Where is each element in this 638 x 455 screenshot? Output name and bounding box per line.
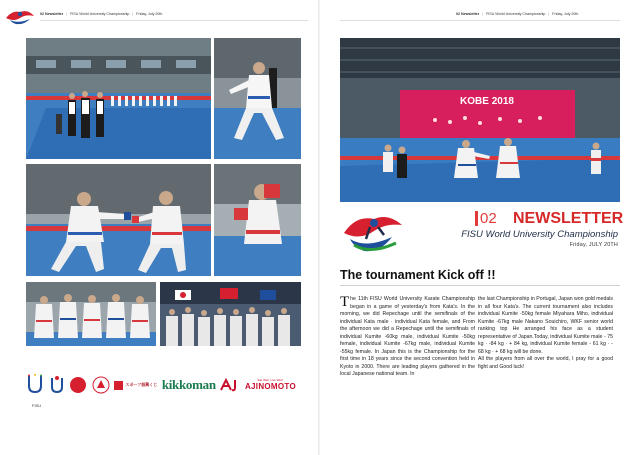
sports-lottery-icon	[114, 381, 123, 390]
sports-lottery-label: スポーツ振興くじ	[125, 382, 158, 387]
sponsor-university-sport	[49, 375, 65, 395]
fisu-karate-logo-icon	[4, 6, 36, 26]
article-column-1	[340, 296, 475, 379]
photo-athlete-lineup	[26, 38, 211, 159]
sponsor-rising-sun	[69, 376, 87, 394]
sponsor-karate-federation	[92, 376, 110, 394]
kobe-banner-text: KOBE 2018	[460, 96, 514, 107]
issue-bar	[475, 211, 478, 226]
karate-federation-icon	[92, 376, 110, 394]
header-championship: FISU World University Championship	[486, 12, 546, 16]
photo-kobe-arena	[340, 38, 620, 202]
header-rule	[40, 20, 308, 21]
karate-championship-emblem-icon	[340, 205, 406, 257]
article-text-col1: he 11th FISU World University Karate Championship began in a game of yesterday's from Kata's. In the morning, we did Repechage until the semifinals of the individual Kata male · individual Kata female, and From the afternoon we did a Repechage until the semifinals of individual Kumite -60kg male, individual Kumite -50kg female, individual Kumite -67kg male, individual Kumite -55kg female. In Japan this is the Championship for the first time in 18 years since the second convention held in Kyoto in 2000. There are leading players gathered in the local Japanese national team. In	[340, 296, 475, 378]
header-newsletter-label: 02 Newsletter	[40, 12, 64, 16]
sponsor-kikkoman	[162, 377, 216, 393]
page-header-left: 02 Newsletter | FISU World University Championship | Friday, July 20th	[40, 12, 163, 16]
header-date: Friday, July 20th	[136, 12, 163, 16]
aj-logo-icon	[220, 378, 240, 392]
sponsor-ajinomoto	[245, 379, 296, 391]
fisu-u-icon	[26, 374, 44, 396]
article-headline: The tournament Kick off !!	[340, 268, 496, 282]
sponsor-aj	[220, 378, 240, 392]
photo-kumite-female	[214, 164, 301, 276]
sponsor-fisu	[26, 374, 44, 396]
issue-number-text: 02	[480, 210, 497, 227]
newsletter-subtitle: FISU World University Championship	[461, 229, 618, 240]
article-column-2	[478, 296, 613, 371]
header-championship: FISU World University Championship	[70, 12, 130, 16]
headline-rule	[340, 285, 620, 286]
left-page	[0, 0, 318, 455]
newsletter-title: NEWSLETTER	[513, 210, 624, 227]
page-header-right: 02 Newsletter | FISU World University Championship | Friday, July 20th	[456, 12, 579, 16]
issue-number	[475, 210, 497, 227]
header-newsletter-label: 02 Newsletter	[456, 12, 480, 16]
article-text-col2b: All the players from all over the world, I pray for a good fight and Good luck!	[478, 356, 613, 370]
red-circle-logo-icon	[69, 376, 87, 394]
newsletter-date: Friday, JULY 20TH	[569, 242, 618, 248]
photo-crowd-flags	[160, 282, 301, 346]
article-text-col2a: the last Championship in Portugal, Japan won gold medals in all four Kata's. The current tournament also includes individual Kumite -50kg female Miyahara Miho, individual Kumite -67kg male Nakano Souichiro, WKF senior world ranking top He arranged his face as a student representative of Japan.Today, individual Kumite male - 75 kg · -84 kg · + 84 kg, individual Kumite female - 61 kg · - 68 kg · + 68 kg will be done.	[478, 296, 613, 355]
sponsor-sports-lottery	[114, 381, 157, 390]
sponsor-logos	[26, 370, 296, 400]
fisu-caption: FISU	[32, 403, 42, 408]
header-date: Friday, July 20th	[552, 12, 579, 16]
photo-kata-performer	[214, 38, 301, 159]
drop-cap: T	[340, 294, 350, 310]
ajinomoto-wordmark: AJINOMOTO	[244, 382, 296, 391]
university-sport-icon	[49, 375, 65, 395]
ajinomoto-tagline: Eat Well, Live Well.	[257, 378, 284, 382]
photo-kumite-male	[26, 164, 211, 276]
kikkoman-wordmark: kikkoman	[161, 377, 216, 392]
header-rule	[340, 20, 620, 21]
photo-team-group	[26, 282, 156, 346]
